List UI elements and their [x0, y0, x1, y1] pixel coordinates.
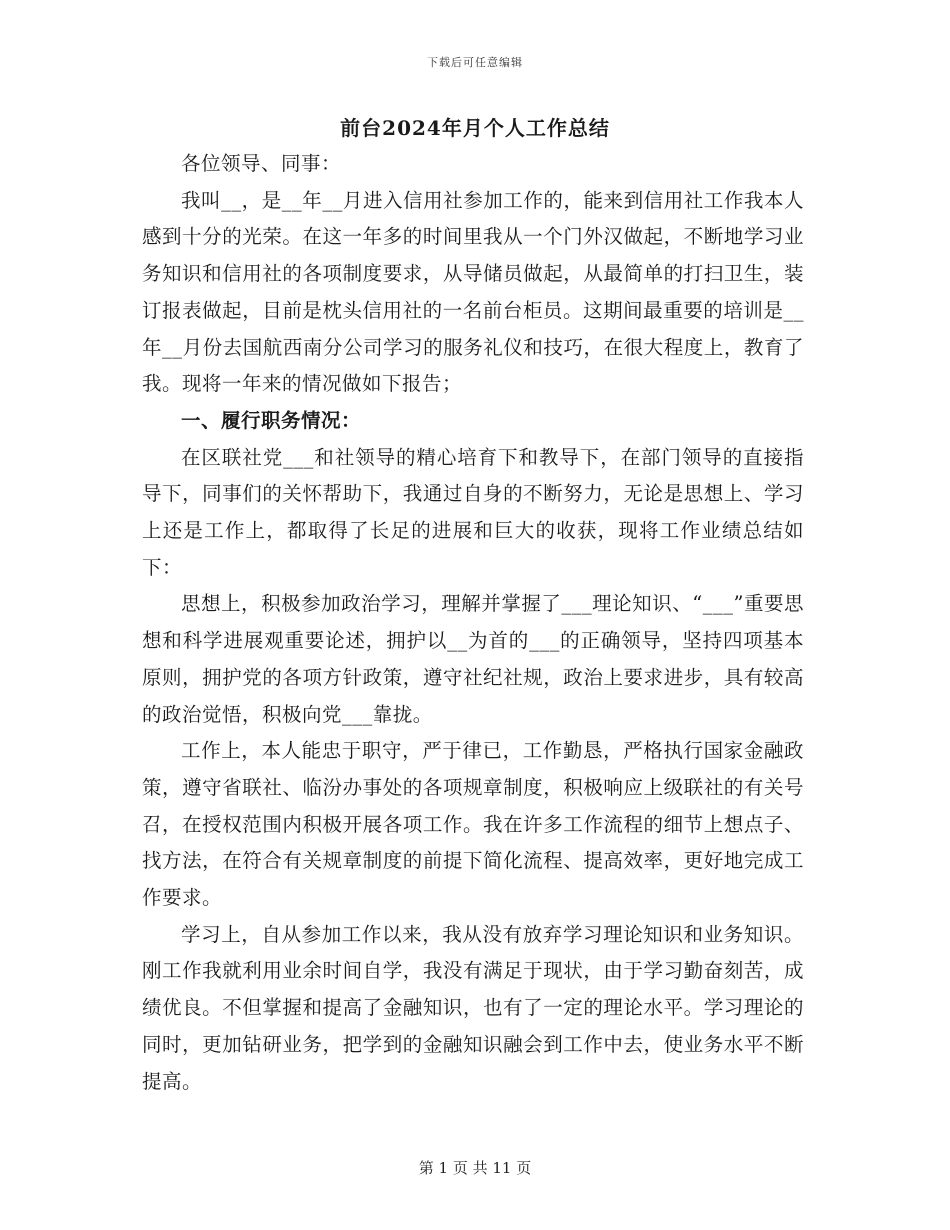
document-title: 前台2024年月个人工作总结 [340, 116, 610, 140]
intro-paragraph: 我叫__，是__年__月进入信用社参加工作的，能来到信用社工作我本人感到十分的光荣。在这一年多的时间里我从一个门外汉做起，不断地学习业务知识和信用社的各项制度要求，从导储员做起，从最简单的打扫卫生，装订报表做起，目前是枕头信用社的一名前台柜员。这期间最重要的培训是__年__月份去国航西南分公司学习的服务礼仪和技巧，在很大程度上，教育了我。现将一年来的情况做如下报告； [142, 188, 804, 396]
body-paragraph: 学习上，自从参加工作以来，我从没有放弃学习理论知识和业务知识。刚工作我就利用业余时间自学，我没有满足于现状，由于学习勤奋刻苦，成绩优良。不但掌握和提高了金融知识，也有了一定的理论水平。学习理论的同时，更加钻研业务，把学到的金融知识融会到工作中去，使业务水平不断提高。 [142, 922, 804, 1093]
document-body [142, 146, 804, 1100]
body-paragraph: 思想上，积极参加政治学习，理解并掌握了___理论知识、“___”重要思想和科学进展观重要论述，拥护以__为首的___的正确领导，坚持四项基本原则，拥护党的各项方针政策，遵守社纪社规，政治上要求进步，具有较高的政治觉悟，积极向党___靠拢。 [142, 592, 804, 726]
page-indicator: 第 1 页 共 11 页 [418, 1159, 532, 1177]
salutation-paragraph: 各位领导、同事： [181, 152, 342, 175]
section-heading: 一、履行职务情况： [181, 408, 362, 432]
body-paragraph: 在区联社党___和社领导的精心培育下和教导下，在部门领导的直接指导下，同事们的关怀帮助下，我通过自身的不断努力，无论是思想上、学习上还是工作上，都取得了长足的进展和巨大的收获，现将工作业绩总结如下： [142, 445, 804, 579]
body-paragraph: 工作上，本人能忠于职守，严于律已，工作勤恳，严格执行国家金融政策，遵守省联社、临汾办事处的各项规章制度，积极响应上级联社的有关号召，在授权范围内积极开展各项工作。我在许多工作流程的细节上想点子、找方法，在符合有关规章制度的前提下简化流程、提高效率，更好地完成工作要求。 [142, 739, 804, 910]
header-note: 下载后可任意编辑 [427, 56, 523, 69]
